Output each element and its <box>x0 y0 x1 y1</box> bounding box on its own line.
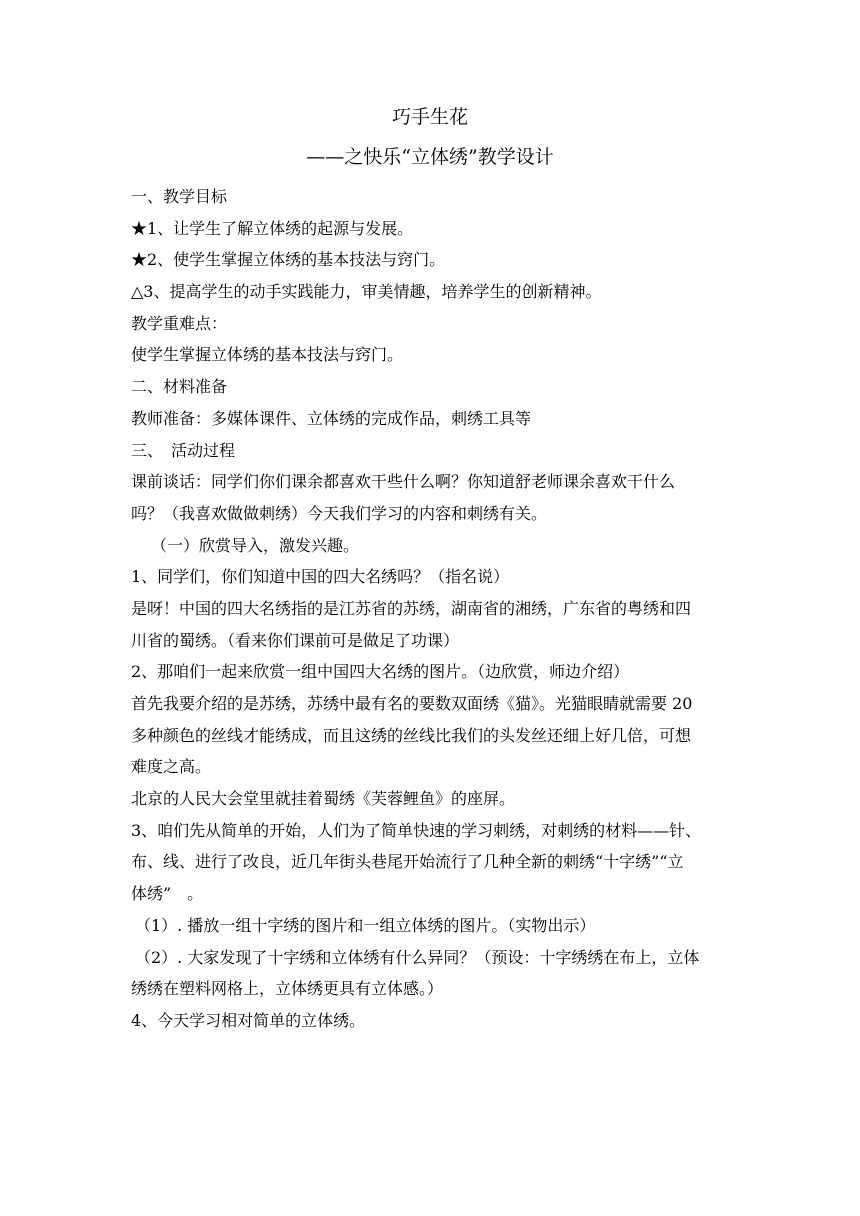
objective-1: ★1、让学生了解立体绣的起源与发展。 <box>131 218 414 238</box>
paragraph-line: 1、同学们，你们知道中国的四大名绣吗？（指名说） <box>131 567 510 587</box>
paragraph-line: （1）. 播放一组十字绣的图片和一组立体绣的图片。（实物出示） <box>135 915 596 935</box>
subsection-heading: （一）欣赏导入，激发兴趣。 <box>151 535 360 555</box>
paragraph-line: 布、线、进行了改良，近几年街头巷尾开始流行了几种全新的刺绣“十字绣”“立 <box>131 852 684 872</box>
paragraph-line: 多种颜色的丝线才能绣成，而且这绣的丝线比我们的头发丝还细上好几倍，可想 <box>131 725 692 745</box>
paragraph-line: 吗？（我喜欢做做刺绣）今天我们学习的内容和刺绣有关。 <box>131 503 548 523</box>
paragraph-line: 2、那咱们一起来欣赏一组中国四大名绣的图片。（边欣赏，师边介绍） <box>131 662 630 682</box>
paragraph-line: 体绣” 。 <box>131 884 204 904</box>
paragraph-line: 课前谈话：同学们你们课余都喜欢干些什么啊？你知道舒老师课余喜欢干什么 <box>131 472 676 492</box>
section-heading-activity: 三、 活动过程 <box>131 440 236 460</box>
document-body <box>131 181 733 1037</box>
teacher-preparation: 教师准备：多媒体课件、立体绣的完成作品，刺绣工具等 <box>131 408 532 428</box>
key-points-text: 使学生掌握立体绣的基本技法与窍门。 <box>131 345 404 365</box>
paragraph-line: 是呀！中国的四大名绣指的是江苏省的苏绣，湖南省的湘绣，广东省的粤绣和四 <box>131 598 692 618</box>
paragraph-line: 难度之高。 <box>131 757 212 777</box>
section-heading-objectives: 一、教学目标 <box>131 187 228 206</box>
paragraph-line: （2）. 大家发现了十字绣和立体绣有什么异同？（预设：十字绣绣在布上，立体 <box>135 947 700 967</box>
paragraph-line: 首先我要介绍的是苏绣，苏绣中最有名的要数双面绣《猫》。光猫眼睛就需要 20 <box>131 694 693 713</box>
paragraph-line: 3、咱们先从简单的开始，人们为了简单快速的学习刺绣，对刺绣的材料——针、 <box>131 820 702 840</box>
section-heading-materials: 二、材料准备 <box>131 377 228 397</box>
key-points-heading: 教学重难点： <box>131 313 228 333</box>
document-title: 巧手生花 <box>391 106 468 128</box>
objective-2: ★2、使学生掌握立体绣的基本技法与窍门。 <box>131 250 446 270</box>
document-subtitle: ——之快乐“立体绣”教学设计 <box>306 146 554 168</box>
paragraph-line: 4、今天学习相对简单的立体绣。 <box>131 1010 366 1030</box>
paragraph-line: 绣绣在塑料网格上，立体绣更具有立体感。） <box>131 979 444 999</box>
objective-3: △3、提高学生的动手实践能力，审美情趣，培养学生的创新精神。 <box>131 282 602 302</box>
paragraph-line: 川省的蜀绣。（看来你们课前可是做足了功课） <box>131 630 460 650</box>
paragraph-line: 北京的人民大会堂里就挂着蜀绣《芙蓉鲤鱼》的座屏。 <box>131 789 516 809</box>
